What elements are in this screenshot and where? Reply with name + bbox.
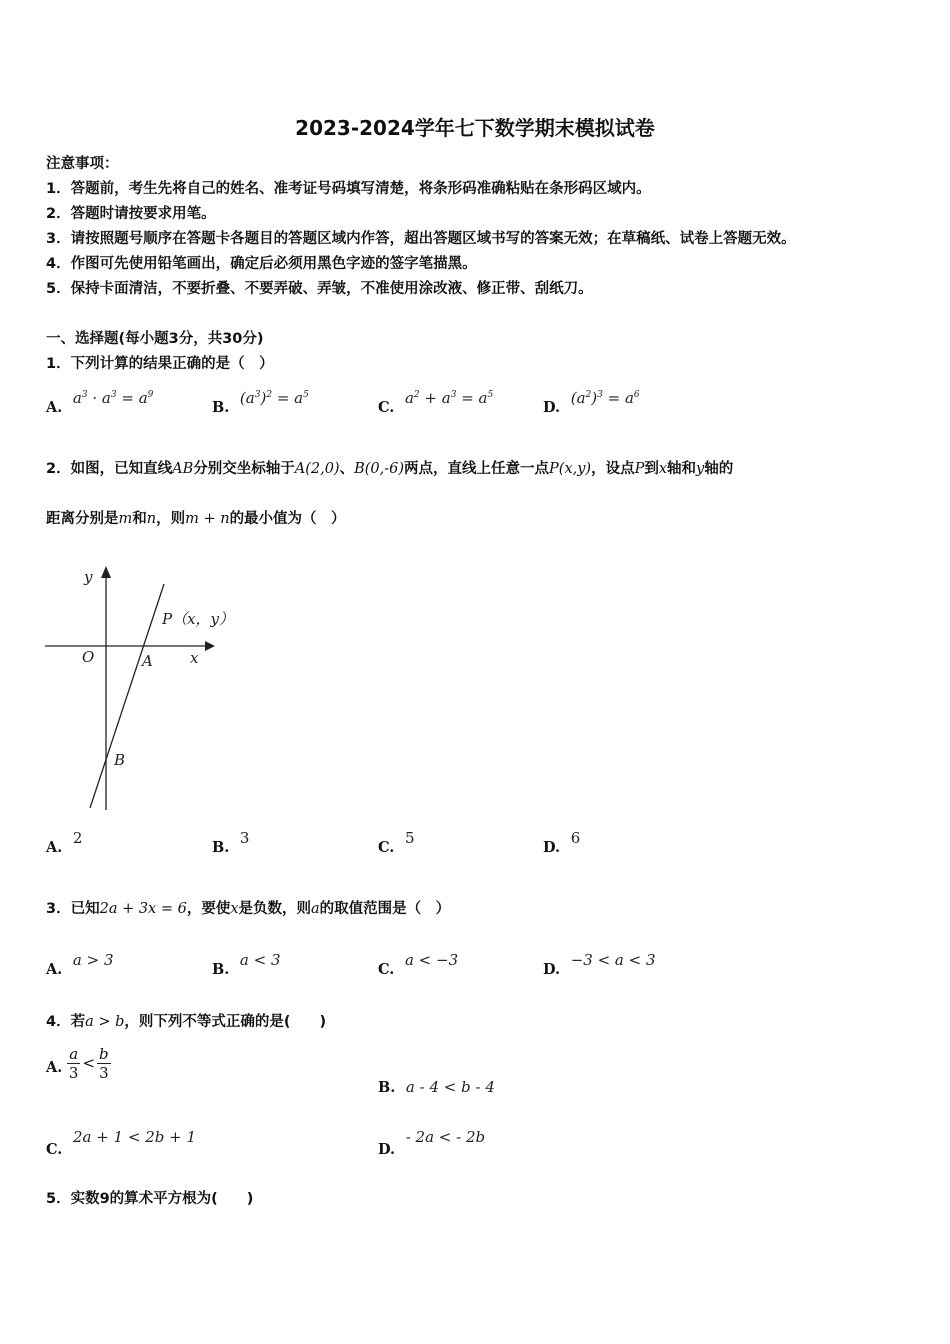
notice-item: 5．保持卡面清洁，不要折叠、不要弄破、弄皱，不准使用涂改液、修正带、刮纸刀。	[46, 281, 593, 297]
q4-option-d[interactable]: D. - 2a < - 2b	[378, 1128, 486, 1158]
point-b-label: B	[114, 751, 126, 769]
point-a-label: A	[142, 652, 153, 670]
notice-heading: 注意事项：	[46, 156, 119, 172]
question-4-stem: 4．若a > b，则下列不等式正确的是( )	[46, 1014, 327, 1030]
q2-option-c[interactable]: C. 5	[378, 829, 415, 856]
q1-option-b[interactable]: B. $(a^3)^2 = a^5$	[212, 389, 309, 416]
section-heading: 一、选择题(每小题3分，共30分)	[46, 331, 264, 347]
question-3-stem: 3．已知2a + 3x = 6，要使x是负数，则a的取值范围是（ ）	[46, 901, 451, 917]
notice-item: 1．答题前，考生先将自己的姓名、准考证号码填写清楚，将条形码准确粘贴在条形码区域内。	[46, 181, 651, 197]
q1-option-c-expr: $a^2 + a^3 = a^5$	[404, 389, 494, 407]
question-2-stem: 2．如图，已知直线AB分别交坐标轴于A(2,0)、B(0,-6)两点，直线上任意一点P(x,y)，设点P到x轴和y轴的	[46, 461, 734, 477]
fraction-b-over-3: $\frac{b}{3}$	[99, 1045, 109, 1082]
question-5-stem: 5．实数9的算术平方根为( )	[46, 1191, 254, 1207]
q1-option-b-expr: $(a^3)^2 = a^5$	[239, 389, 309, 407]
point-p-label: P（x，y）	[162, 610, 235, 628]
q1-option-a[interactable]: A. $a^3 \cdot a^3 = a^9$	[46, 389, 154, 416]
coordinate-figure	[40, 560, 260, 815]
notice-item: 4．作图可先使用铅笔画出，确定后必须用黑色字迹的签字笔描黑。	[46, 256, 477, 272]
fraction-a-over-3: $\frac{a}{3}$	[68, 1045, 79, 1082]
y-axis-label: y	[84, 568, 93, 586]
page-title: 2023-2024学年七下数学期末模拟试卷	[295, 116, 655, 140]
q4-option-b[interactable]: B. a - 4 < b - 4	[378, 1078, 495, 1096]
question-2-stem-cont: 距离分别是m和n，则m + n的最小值为（ ）	[46, 511, 346, 527]
origin-label: O	[82, 648, 95, 666]
q4-option-a[interactable]: A. $\frac{a}{3}$ < $\frac{b}{3}$	[46, 1045, 109, 1082]
x-axis-label: x	[190, 649, 199, 667]
q3-option-a[interactable]: A. a > 3	[46, 951, 114, 978]
q3-option-d[interactable]: D. −3 < a < 3	[543, 951, 656, 978]
q2-option-d[interactable]: D. 6	[543, 829, 581, 856]
q2-option-a[interactable]: A. 2	[46, 829, 83, 856]
q4-option-c[interactable]: C. 2a + 1 < 2b + 1	[46, 1128, 196, 1158]
notice-item: 3．请按照题号顺序在答题卡各题目的答题区域内作答，超出答题区域书写的答案无效；在草稿纸、试卷上答题无效。	[46, 231, 796, 247]
x-axis-arrow	[205, 641, 215, 651]
notice-item: 2．答题时请按要求用笔。	[46, 206, 216, 222]
q1-option-d-expr: $(a^2)^3 = a^6$	[570, 389, 640, 407]
q2-option-b[interactable]: B. 3	[212, 829, 250, 856]
q1-option-d[interactable]: D. $(a^2)^3 = a^6$	[543, 389, 640, 416]
question-1-stem: 1．下列计算的结果正确的是（ ）	[46, 356, 274, 372]
line-ab	[90, 584, 164, 808]
y-axis-arrow	[101, 566, 111, 578]
q1-option-a-expr: $a^3 \cdot a^3 = a^9$	[72, 389, 154, 407]
q3-option-b[interactable]: B. a < 3	[212, 951, 281, 978]
q1-option-c[interactable]: C. $a^2 + a^3 = a^5$	[378, 389, 494, 416]
q3-option-c[interactable]: C. a < −3	[378, 951, 459, 978]
